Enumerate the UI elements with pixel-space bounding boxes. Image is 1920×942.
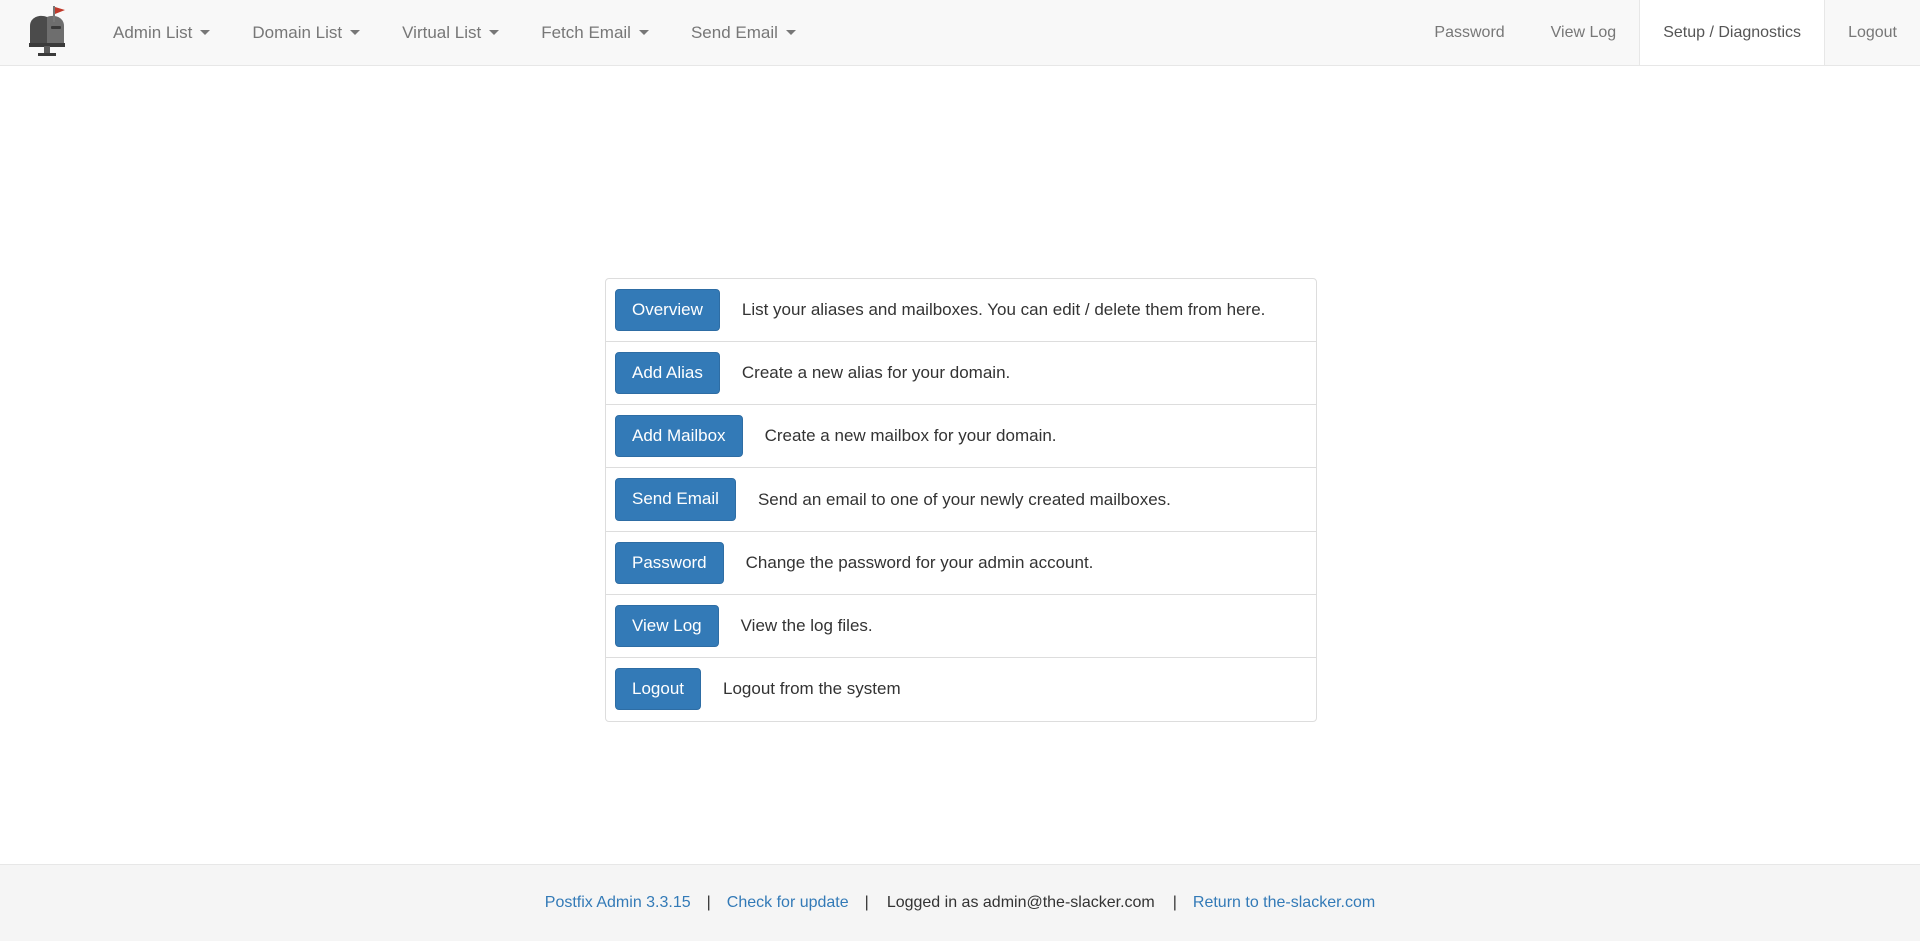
logout-button[interactable]: Logout bbox=[615, 668, 701, 710]
footer-separator: | bbox=[1172, 894, 1177, 911]
footer-separator: | bbox=[864, 894, 869, 911]
button-cell bbox=[615, 595, 719, 657]
footer-logged-in-text: Logged in as admin@the-slacker.com bbox=[886, 894, 1155, 911]
button-cell bbox=[615, 532, 724, 594]
button-cell bbox=[615, 342, 720, 404]
nav-item-logout[interactable]: Logout bbox=[1848, 23, 1897, 41]
footer-return-link[interactable]: Return to the-slacker.com bbox=[1192, 894, 1376, 911]
send-email-description: Send an email to one of your newly created mailboxes. bbox=[757, 489, 1171, 509]
footer-separator: | bbox=[706, 894, 711, 911]
panel-row-overview bbox=[606, 279, 1316, 342]
chevron-down-icon bbox=[639, 30, 649, 35]
logout-description: Logout from the system bbox=[723, 679, 901, 699]
chevron-down-icon bbox=[489, 30, 499, 35]
nav-item-view-log[interactable]: View Log bbox=[1550, 23, 1617, 41]
add-alias-button[interactable]: Add Alias bbox=[615, 352, 720, 394]
nav-label-virtual-list: Virtual List bbox=[402, 22, 482, 42]
overview-button[interactable]: Overview bbox=[615, 289, 720, 331]
secondary-nav bbox=[1411, 0, 1920, 65]
chevron-down-icon bbox=[350, 30, 360, 35]
chevron-down-icon bbox=[200, 30, 210, 35]
primary-nav bbox=[92, 0, 817, 65]
page-footer bbox=[0, 864, 1920, 941]
nav-label-admin-list: Admin List bbox=[113, 22, 193, 42]
chevron-down-icon bbox=[786, 30, 796, 35]
nav-item-fetch-email[interactable] bbox=[520, 0, 670, 65]
nav-item-virtual-list[interactable] bbox=[381, 0, 520, 65]
nav-label-send-email: Send Email bbox=[690, 22, 778, 42]
add-mailbox-button[interactable]: Add Mailbox bbox=[615, 415, 743, 457]
brand-logo[interactable] bbox=[0, 0, 92, 65]
button-cell bbox=[615, 405, 743, 467]
top-navbar bbox=[0, 0, 1920, 66]
password-description: Change the password for your admin account. bbox=[745, 552, 1094, 572]
add-mailbox-description: Create a new mailbox for your domain. bbox=[764, 426, 1057, 446]
panel-row-add-mailbox bbox=[606, 405, 1316, 468]
panel-row-password bbox=[606, 532, 1316, 595]
view-log-description: View the log files. bbox=[740, 615, 873, 635]
nav-label-fetch-email: Fetch Email bbox=[541, 22, 631, 42]
button-cell bbox=[615, 658, 701, 720]
button-cell bbox=[615, 468, 736, 530]
add-alias-description: Create a new alias for your domain. bbox=[741, 363, 1011, 383]
panel-row-logout bbox=[606, 658, 1316, 721]
overview-description: List your aliases and mailboxes. You can edit / delete them from here. bbox=[741, 300, 1266, 320]
nav-item-password[interactable]: Password bbox=[1434, 23, 1505, 41]
panel-row-view-log bbox=[606, 595, 1316, 658]
main-content bbox=[0, 66, 1920, 864]
panel-row-add-alias bbox=[606, 342, 1316, 405]
view-log-button[interactable]: View Log bbox=[615, 605, 719, 647]
password-button[interactable]: Password bbox=[615, 542, 724, 584]
action-panel bbox=[605, 278, 1317, 722]
mailbox-icon bbox=[20, 4, 72, 61]
nav-item-domain-list[interactable] bbox=[231, 0, 381, 65]
send-email-button[interactable]: Send Email bbox=[615, 478, 736, 520]
footer-version-link[interactable]: Postfix Admin 3.3.15 bbox=[544, 894, 691, 911]
nav-item-setup-diagnostics[interactable]: Setup / Diagnostics bbox=[1639, 0, 1825, 65]
nav-label-domain-list: Domain List bbox=[252, 22, 343, 42]
nav-item-admin-list[interactable] bbox=[92, 0, 231, 65]
footer-check-update-link[interactable]: Check for update bbox=[726, 894, 849, 911]
nav-item-send-email[interactable] bbox=[670, 0, 817, 65]
button-cell bbox=[615, 279, 720, 341]
panel-row-send-email bbox=[606, 468, 1316, 531]
